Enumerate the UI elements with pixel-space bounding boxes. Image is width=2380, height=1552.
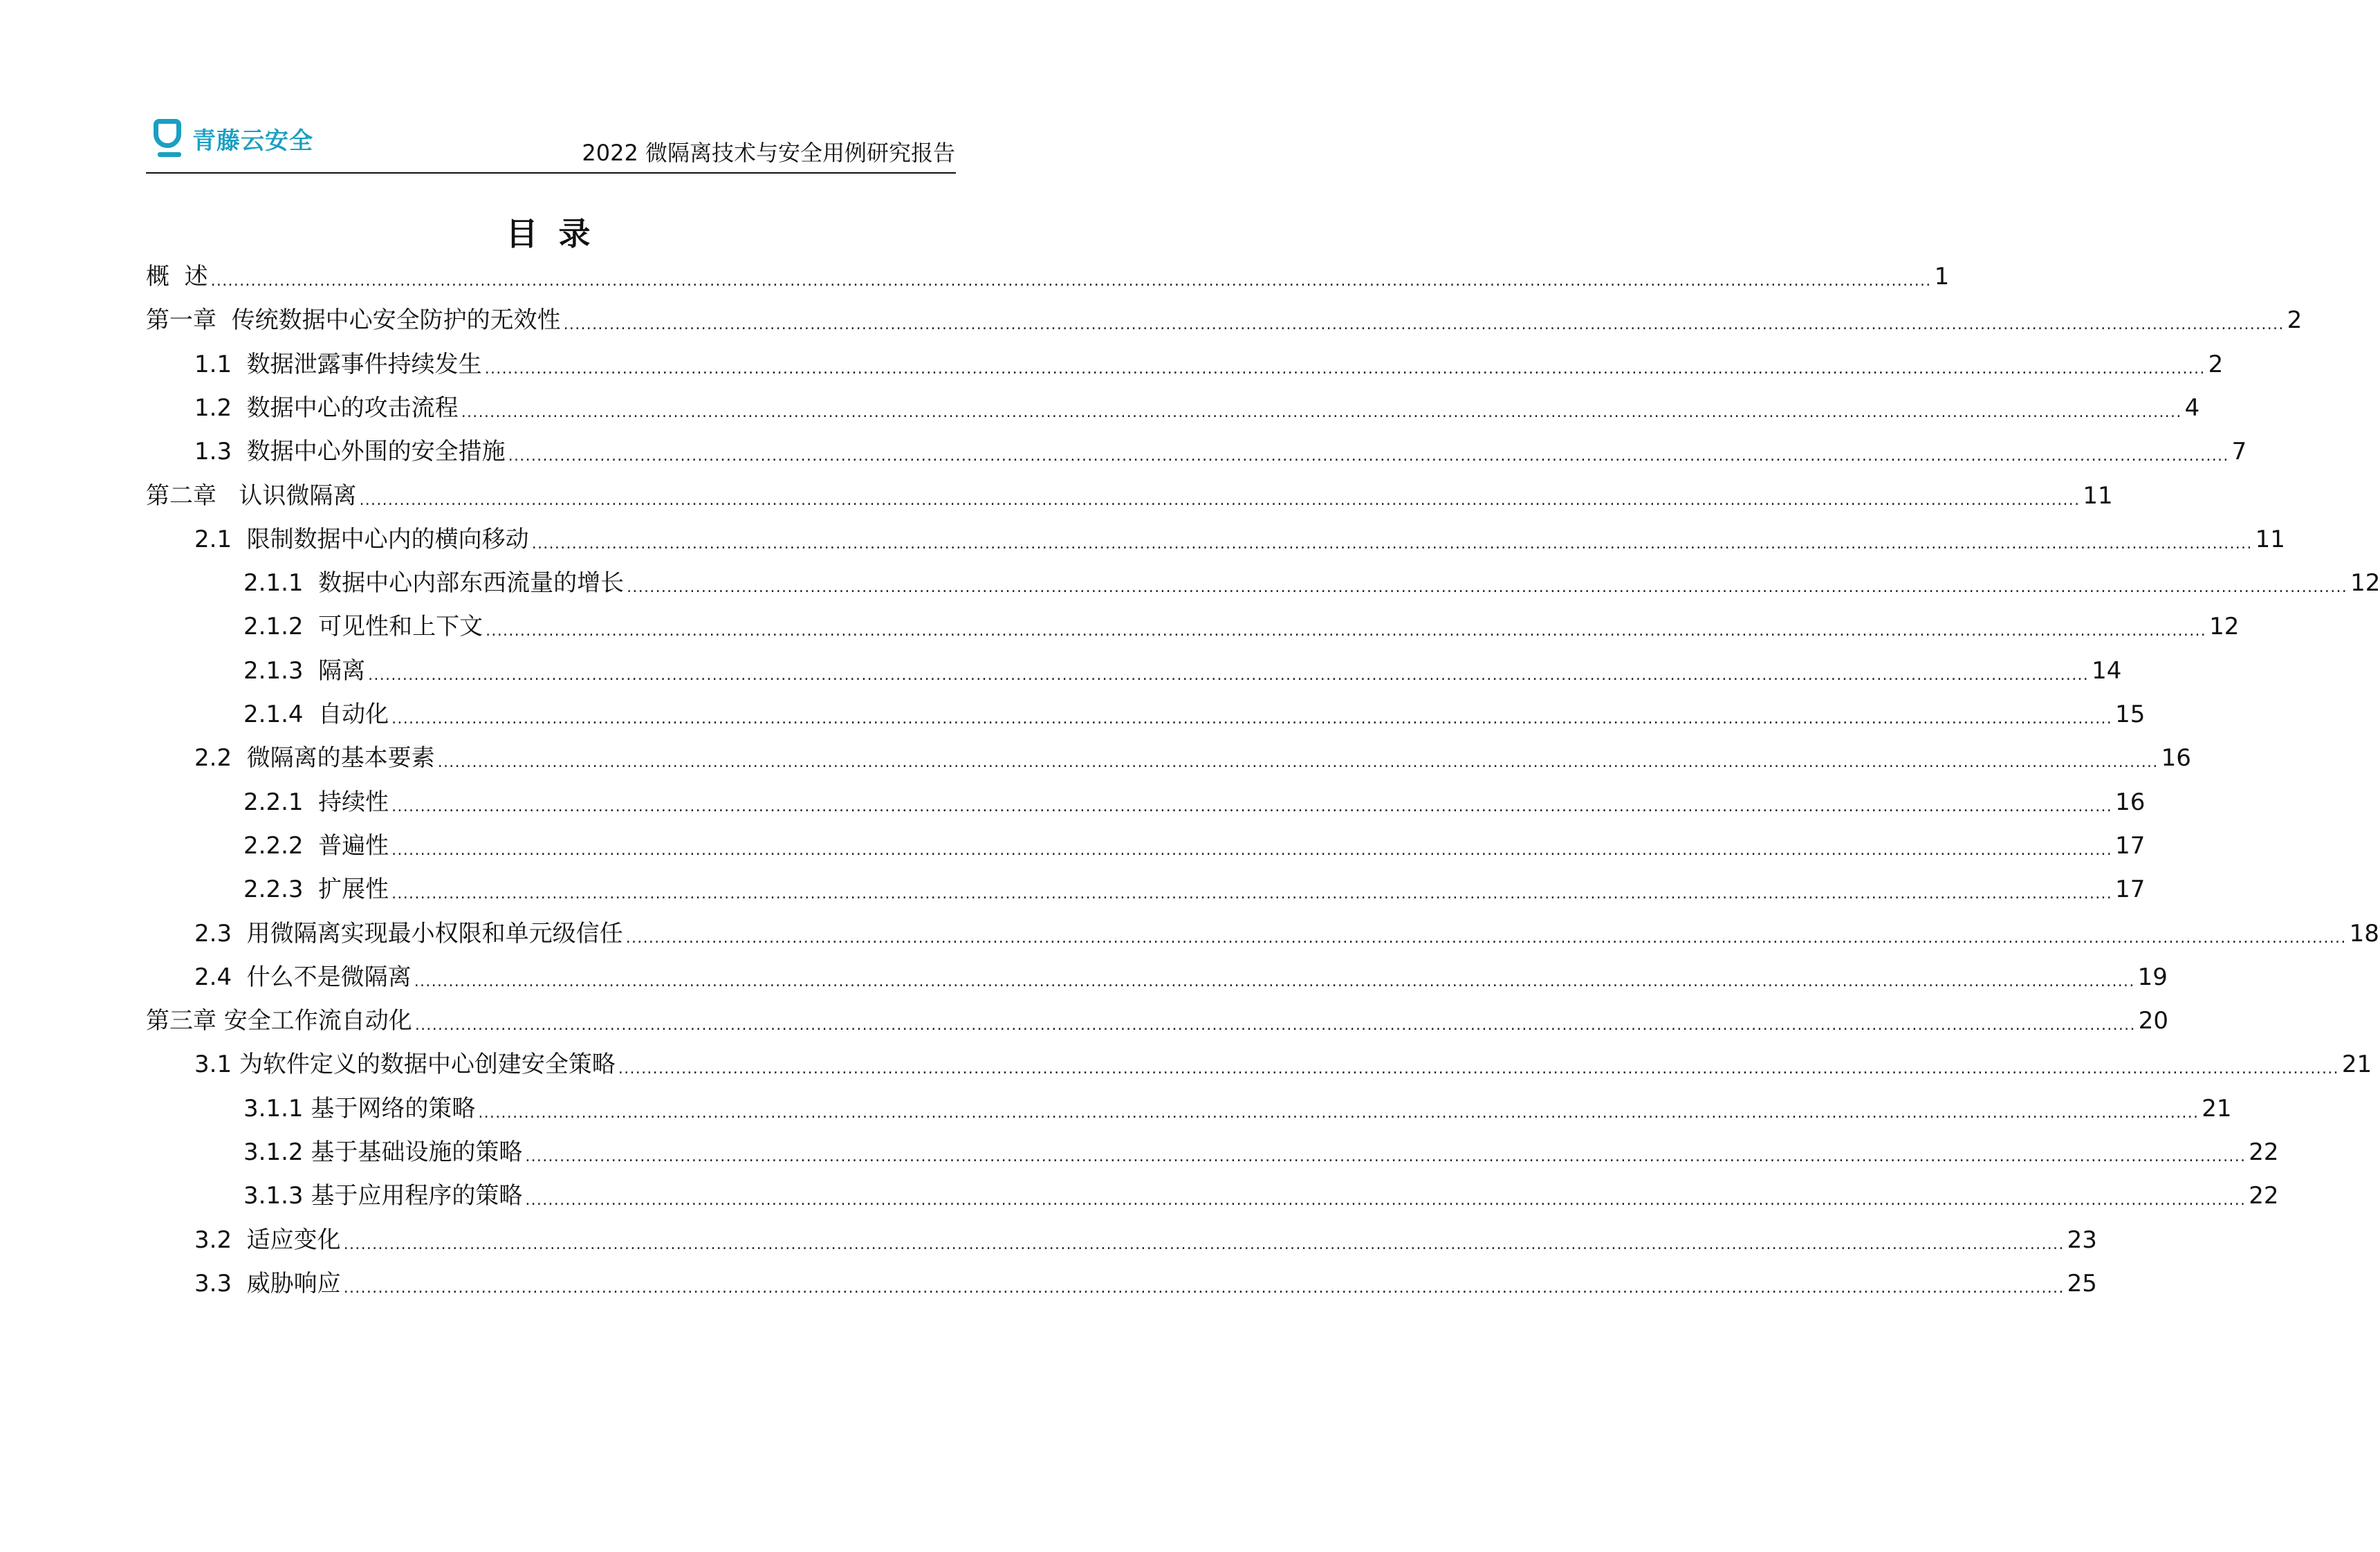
toc-entry-page: 21 — [2341, 1051, 2372, 1079]
toc-entry[interactable] — [146, 479, 2113, 512]
toc-entry-label: 1.1 数据泄露事件持续发生 — [194, 350, 482, 378]
toc-entry-page: 2 — [2287, 306, 2303, 335]
dot-leader: ............................................................................................................................................................................................................................................................................................................ — [391, 797, 2113, 815]
toc-entry-page: 16 — [2161, 744, 2191, 773]
toc-entry-page: 20 — [2138, 1007, 2169, 1035]
dot-leader: ............................................................................................................................................................................................................................................................................................................ — [484, 360, 2206, 378]
toc-entry-label: 1.2 数据中心的攻击流程 — [194, 394, 459, 422]
toc-entry-page: 16 — [2115, 788, 2146, 816]
toc-entry-label: 2.2 微隔离的基本要素 — [194, 744, 435, 773]
toc-entry-label: 2.2.1 持续性 — [243, 788, 389, 816]
toc-entry-page: 11 — [2083, 481, 2113, 510]
toc-entry-page: 12 — [2350, 569, 2380, 598]
dot-leader: ............................................................................................................................................................................................................................................................................................................ — [525, 1148, 2247, 1165]
toc-entry[interactable] — [194, 435, 2247, 468]
toc-entry[interactable] — [194, 348, 2224, 381]
dot-leader: ............................................................................................................................................................................................................................................................................................................ — [618, 1060, 2339, 1078]
toc-entry-label: 2.1.2 可见性和上下文 — [243, 613, 483, 641]
toc-entry-label: 3.1 为软件定义的数据中心创建安全策略 — [194, 1051, 616, 1079]
toc-entry-page: 17 — [2115, 876, 2146, 904]
dot-leader: ............................................................................................................................................................................................................................................................................................................ — [359, 491, 2081, 509]
toc-entry-page: 21 — [2202, 1094, 2232, 1123]
toc-entry-page: 14 — [2092, 656, 2122, 685]
toc-entry-page: 23 — [2067, 1226, 2097, 1254]
dot-leader: ............................................................................................................................................................................................................................................................................................................ — [478, 1104, 2199, 1122]
toc-entry-label: 2.4 什么不是微隔离 — [194, 963, 412, 991]
company-logo — [152, 119, 313, 158]
toc-entry[interactable] — [243, 829, 2146, 862]
toc-entry[interactable] — [194, 917, 2379, 950]
toc-entry-page: 25 — [2067, 1269, 2097, 1297]
toc-entry-label: 3.1.1 基于网络的策略 — [243, 1094, 476, 1123]
dot-leader: ............................................................................................................................................................................................................................................................................................................ — [368, 666, 2090, 684]
toc-entry-label: 3.3 威胁响应 — [194, 1269, 341, 1297]
toc-entry[interactable] — [243, 873, 2146, 906]
toc-entry-page: 17 — [2115, 831, 2146, 860]
toc-entry[interactable] — [194, 1048, 2372, 1081]
toc-entry[interactable] — [146, 304, 2303, 337]
toc-entry-page: 19 — [2137, 963, 2168, 991]
dot-leader: ............................................................................................................................................................................................................................................................................................................ — [525, 1192, 2247, 1210]
dot-leader: ............................................................................................................................................................................................................................................................................................................ — [343, 1235, 2065, 1253]
toc-entry-label: 第二章 认识微隔离 — [146, 481, 357, 510]
toc-entry[interactable] — [243, 1136, 2279, 1169]
dot-leader: ............................................................................................................................................................................................................................................................................................................ — [343, 1279, 2065, 1297]
logo-icon — [152, 119, 183, 158]
dot-leader: ............................................................................................................................................................................................................................................................................................................ — [210, 272, 1932, 290]
toc-entry-label: 2.2.3 扩展性 — [243, 876, 389, 904]
dot-leader: ............................................................................................................................................................................................................................................................................................................ — [461, 403, 2182, 421]
toc-entry-page: 7 — [2231, 438, 2247, 466]
dot-leader: ............................................................................................................................................................................................................................................................................................................ — [625, 929, 2347, 947]
toc-entry-label: 2.2.2 普遍性 — [243, 831, 389, 860]
toc-entry-label: 2.3 用微隔离实现最小权限和单元级信任 — [194, 919, 623, 948]
toc-entry[interactable] — [194, 523, 2285, 556]
toc-entry[interactable] — [194, 391, 2200, 425]
dot-leader: ............................................................................................................................................................................................................................................................................................................ — [391, 710, 2113, 728]
toc-entry-page: 12 — [2209, 613, 2240, 641]
toc-entry-label: 3.1.2 基于基础设施的策略 — [243, 1138, 523, 1166]
toc-entry[interactable] — [243, 654, 2122, 687]
toc-heading: 目录 — [506, 215, 611, 252]
toc-entry[interactable] — [194, 1267, 2097, 1300]
logo-text: 青藤云安全 — [192, 127, 313, 155]
toc-entry[interactable] — [243, 698, 2146, 731]
dot-leader: ............................................................................................................................................................................................................................................................................................................ — [391, 841, 2113, 859]
toc-entry[interactable] — [194, 741, 2191, 775]
dot-leader: ............................................................................................................................................................................................................................................................................................................ — [563, 316, 2285, 334]
toc-entry-page: 18 — [2349, 919, 2379, 948]
dot-leader: ............................................................................................................................................................................................................................................................................................................ — [414, 972, 2135, 990]
toc-entry-page: 15 — [2115, 701, 2146, 728]
toc-entry-page: 22 — [2249, 1138, 2279, 1166]
dot-leader: ............................................................................................................................................................................................................................................................................................................ — [531, 535, 2253, 553]
toc-entry-label: 2.1 限制数据中心内的横向移动 — [194, 525, 529, 553]
toc-entry[interactable] — [146, 1004, 2169, 1037]
toc-entry[interactable] — [243, 1179, 2279, 1212]
report-title: 2022 微隔离技术与安全用例研究报告 — [582, 140, 955, 166]
toc-entry-label: 2.1.3 隔离 — [243, 656, 366, 685]
toc-entry-label: 概 述 — [146, 263, 208, 290]
toc-entry-page: 1 — [1934, 263, 1950, 290]
dot-leader: ............................................................................................................................................................................................................................................................................................................ — [508, 447, 2229, 465]
toc-entry-page: 22 — [2249, 1182, 2279, 1210]
toc-entry-page: 2 — [2208, 350, 2224, 378]
toc-entry[interactable] — [194, 961, 2168, 994]
toc-entry[interactable] — [243, 1092, 2232, 1125]
dot-leader: ............................................................................................................................................................................................................................................................................................................ — [627, 579, 2348, 597]
header-divider — [146, 172, 956, 174]
toc-entry-label: 第一章 传统数据中心安全防护的无效性 — [146, 306, 561, 335]
toc-entry[interactable] — [194, 1223, 2097, 1257]
toc-entry[interactable] — [243, 786, 2146, 819]
dot-leader: ............................................................................................................................................................................................................................................................................................................ — [437, 754, 2159, 772]
dot-leader: ............................................................................................................................................................................................................................................................................................................ — [486, 622, 2207, 640]
toc-entry-page: 11 — [2255, 525, 2285, 553]
dot-leader: ............................................................................................................................................................................................................................................................................................................ — [414, 1017, 2136, 1035]
toc-entry-label: 3.2 适应变化 — [194, 1226, 341, 1254]
toc-entry[interactable] — [146, 260, 1950, 293]
toc-entry-label: 3.1.3 基于应用程序的策略 — [243, 1182, 523, 1210]
toc-entry[interactable] — [243, 610, 2240, 643]
toc-entry-label: 2.1.4 自动化 — [243, 701, 389, 728]
toc-entry-label: 第三章 安全工作流自动化 — [146, 1007, 412, 1035]
toc-entry-page: 4 — [2184, 394, 2200, 422]
toc-entry-label: 1.3 数据中心外围的安全措施 — [194, 438, 506, 466]
dot-leader: ............................................................................................................................................................................................................................................................................................................ — [391, 885, 2113, 903]
toc-entry[interactable] — [243, 566, 2380, 600]
toc-entry-label: 2.1.1 数据中心内部东西流量的增长 — [243, 569, 625, 598]
